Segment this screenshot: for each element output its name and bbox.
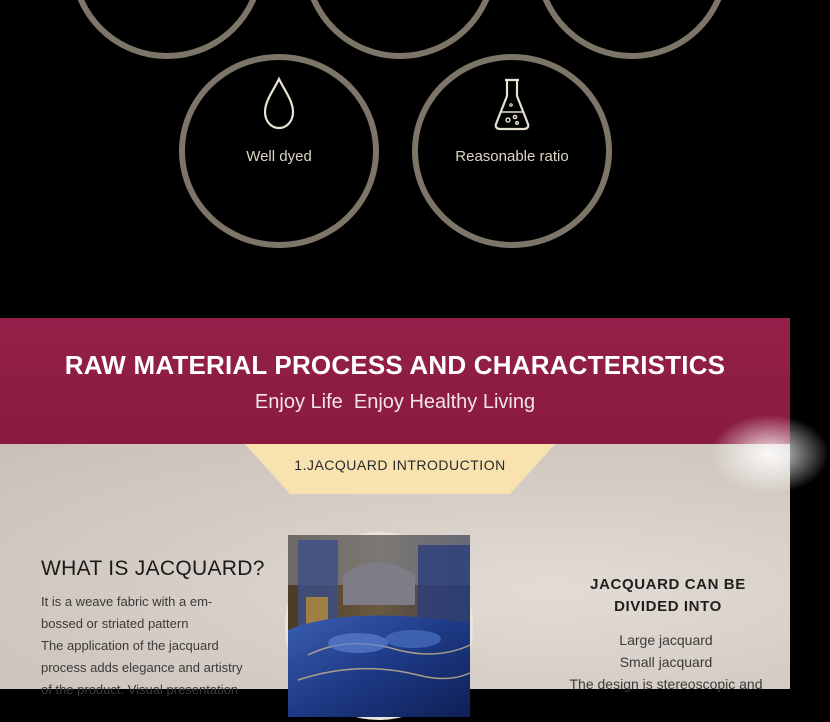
feature-ring: [70, 0, 264, 59]
feature-label: Reasonable ratio: [455, 148, 569, 165]
banner-subtitle: Enjoy Life Enjoy Healthy Living: [254, 391, 536, 413]
body-line: bossed or striated pattern: [41, 616, 189, 631]
banner-title: RAW MATERIAL PROCESS AND CHARACTERISTICS: [64, 350, 726, 380]
title-line: DIVIDED INTO: [614, 598, 722, 615]
bedding-illustration: [288, 535, 470, 717]
list-item: Large jacquard: [619, 632, 713, 648]
feature-ring: [535, 0, 729, 59]
flask-icon: [490, 74, 534, 134]
jacquard-section: [0, 444, 790, 697]
list-item: Small jacquard: [619, 654, 713, 670]
what-is-jacquard-title: WHAT IS JACQUARD?: [41, 557, 265, 580]
feature-ring: [303, 0, 497, 59]
ribbon-label: 1.JACQUARD INTRODUCTION: [294, 457, 506, 473]
what-is-jacquard-text: [41, 591, 266, 701]
list-item: The design is stereoscopic and: [569, 676, 763, 692]
body-line: process adds elegance and artistry: [41, 660, 243, 675]
body-line: of the product. Visual presentation: [41, 682, 239, 697]
divided-into-title: [570, 574, 766, 618]
feature-well-dyed: [199, 74, 359, 165]
section-ribbon: [245, 444, 555, 494]
light-glow: [710, 414, 830, 494]
water-drop-icon: [257, 74, 301, 134]
body-line: The application of the jacquard: [41, 638, 219, 653]
title-line: JACQUARD CAN BE: [590, 576, 746, 593]
body-line: It is a weave fabric with a em-: [41, 594, 213, 609]
features-section: [0, 0, 790, 318]
section-banner: [0, 318, 790, 444]
jacquard-types-list: [556, 629, 776, 695]
feature-reasonable-ratio: [432, 74, 592, 165]
bedroom-photo: [285, 532, 473, 720]
feature-label: Well dyed: [246, 148, 312, 165]
